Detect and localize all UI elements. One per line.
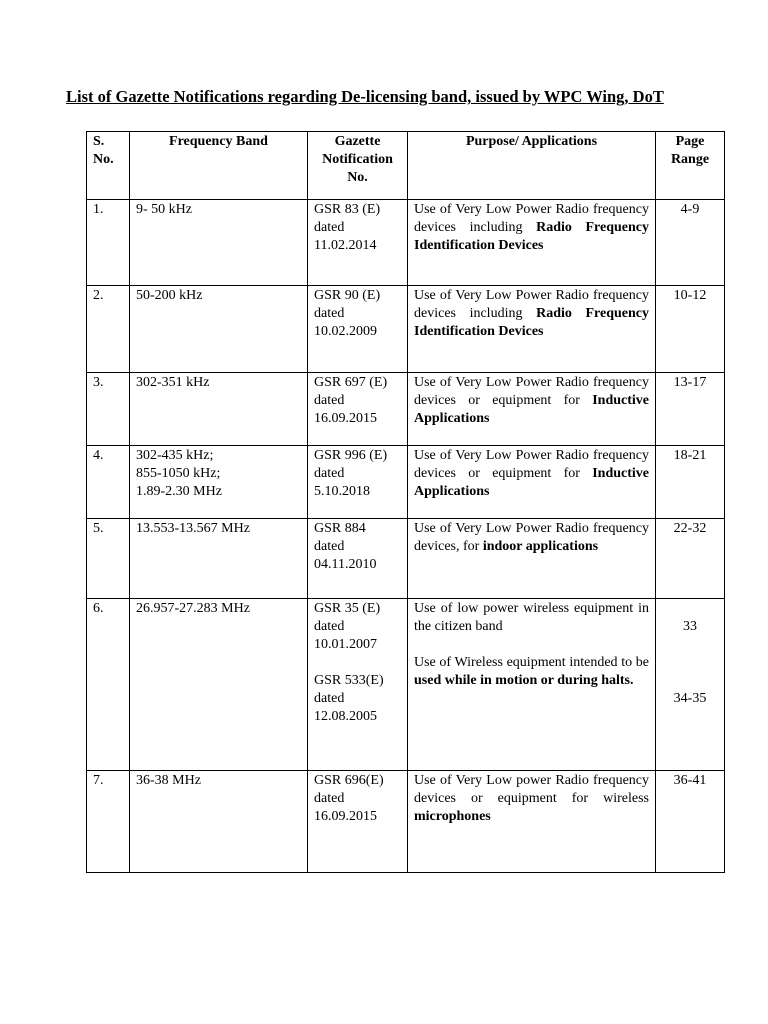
band-line: 13.553-13.567 MHz xyxy=(136,521,250,536)
cell-frequency-band xyxy=(130,446,308,519)
gazette-line: 10.02.2009 xyxy=(314,324,377,339)
table-row xyxy=(87,286,725,373)
cell-sno: 5. xyxy=(87,519,130,599)
cell-purpose xyxy=(408,519,656,599)
purpose-emphasis: Inductive Applications xyxy=(414,466,650,499)
cell-gazette-notification xyxy=(308,519,408,599)
cell-page-range: 13-17 xyxy=(656,373,725,446)
cell-sno: 4. xyxy=(87,446,130,519)
header-gazette-notification xyxy=(308,132,408,200)
cell-sno: 6. xyxy=(87,599,130,771)
gazette-line: dated xyxy=(314,220,345,235)
cell-sno: 1. xyxy=(87,200,130,286)
table-row xyxy=(87,771,725,873)
purpose-emphasis: indoor applications xyxy=(482,539,599,554)
gazette-line: dated xyxy=(314,393,345,408)
gazette-line: dated xyxy=(314,791,345,806)
cell-gazette-notification xyxy=(308,446,408,519)
header-frequency-band: Frequency Band xyxy=(130,132,308,200)
cell-purpose xyxy=(408,599,656,771)
purpose-plain: Use of Very Low Power Radio frequency devices including xyxy=(414,288,649,321)
header-page-range xyxy=(656,132,725,200)
gazette-notifications-table xyxy=(86,131,725,873)
cell-gazette-notification xyxy=(308,286,408,373)
gazette-line: 16.09.2015 xyxy=(314,809,377,824)
gazette-line: 11.02.2014 xyxy=(314,238,377,253)
header-gazette-line: Gazette xyxy=(334,134,381,149)
cell-purpose xyxy=(408,286,656,373)
gazette-line: GSR 696(E) xyxy=(314,773,384,788)
table-row xyxy=(87,599,725,771)
gazette-line: GSR 996 (E) xyxy=(314,448,388,463)
gazette-line: GSR 697 (E) xyxy=(314,375,388,390)
gazette-line: dated xyxy=(314,539,345,554)
purpose-emphasis: used while in motion or during halts. xyxy=(414,673,634,688)
gazette-line: 16.09.2015 xyxy=(314,411,377,426)
cell-frequency-band xyxy=(130,771,308,873)
table-header-row xyxy=(87,132,725,200)
purpose-plain: Use of low power wireless equipment in the citizen band xyxy=(414,601,649,634)
purpose-text xyxy=(414,772,649,826)
purpose-text xyxy=(414,600,649,636)
purpose-plain: Use of Very Low power Radio frequency devices or equipment for wireless xyxy=(414,773,649,806)
gazette-line: 12.08.2005 xyxy=(314,709,377,724)
purpose-text xyxy=(414,374,649,428)
gazette-line: dated xyxy=(314,619,345,634)
band-line: 302-351 kHz xyxy=(136,375,210,390)
purpose-plain: Use of Very Low Power Radio frequency devices, for xyxy=(414,521,649,554)
cell-frequency-band xyxy=(130,373,308,446)
gazette-line: GSR 35 (E) xyxy=(314,601,381,616)
gazette-line: GSR 90 (E) xyxy=(314,288,381,303)
band-line: 9- 50 kHz xyxy=(136,202,192,217)
band-line: 1.89-2.30 MHz xyxy=(136,484,222,499)
cell-gazette-notification xyxy=(308,200,408,286)
cell-purpose xyxy=(408,200,656,286)
gazette-line: GSR 83 (E) xyxy=(314,202,381,217)
band-line: 26.957-27.283 MHz xyxy=(136,601,250,616)
purpose-text xyxy=(414,654,649,690)
band-line: 50-200 kHz xyxy=(136,288,203,303)
header-sno xyxy=(87,132,130,200)
table-row xyxy=(87,519,725,599)
cell-page-range: 36-41 xyxy=(656,771,725,873)
header-page-line: Range xyxy=(670,152,710,167)
purpose-text xyxy=(414,287,649,341)
cell-gazette-notification xyxy=(308,599,408,771)
header-sno-line: No. xyxy=(93,152,114,167)
purpose-plain: Use of Very Low Power Radio frequency devices or equipment for xyxy=(414,375,649,408)
document-title: List of Gazette Notifications regarding De-licensing band, issued by WPC Wing, DoT xyxy=(66,87,664,106)
cell-purpose xyxy=(408,373,656,446)
page-range-value: 33 xyxy=(683,619,697,634)
cell-sno: 3. xyxy=(87,373,130,446)
cell-frequency-band xyxy=(130,286,308,373)
cell-page-range: 22-32 xyxy=(656,519,725,599)
purpose-emphasis: Inductive Applications xyxy=(414,393,650,426)
cell-frequency-band xyxy=(130,519,308,599)
table-row xyxy=(87,446,725,519)
cell-page-range xyxy=(656,599,725,771)
purpose-emphasis: microphones xyxy=(414,809,491,824)
header-gazette-line: No. xyxy=(347,170,368,185)
header-purpose: Purpose/ Applications xyxy=(408,132,656,200)
cell-gazette-notification xyxy=(308,771,408,873)
cell-gazette-notification xyxy=(308,373,408,446)
gazette-line: 04.11.2010 xyxy=(314,557,377,572)
cell-frequency-band xyxy=(130,599,308,771)
gazette-line: dated xyxy=(314,306,345,321)
cell-sno: 7. xyxy=(87,771,130,873)
purpose-text xyxy=(414,201,649,255)
cell-sno: 2. xyxy=(87,286,130,373)
band-line: 302-435 kHz; xyxy=(136,448,214,463)
purpose-plain: Use of Very Low Power Radio frequency devices or equipment for xyxy=(414,448,649,481)
purpose-plain: Use of Very Low Power Radio frequency devices including xyxy=(414,202,649,235)
gazette-line: dated xyxy=(314,691,345,706)
purpose-plain: Use of Wireless equipment intended to be xyxy=(414,655,649,670)
purpose-text xyxy=(414,447,649,501)
header-page-line: Page xyxy=(675,134,705,149)
cell-frequency-band xyxy=(130,200,308,286)
cell-page-range: 18-21 xyxy=(656,446,725,519)
gazette-line: 5.10.2018 xyxy=(314,484,370,499)
gazette-line: dated xyxy=(314,466,345,481)
purpose-emphasis: Radio Frequency Identification Devices xyxy=(414,306,649,339)
band-line: 36-38 MHz xyxy=(136,773,201,788)
gazette-line: GSR 884 xyxy=(314,521,366,536)
header-sno-line: S. xyxy=(93,134,105,149)
band-line: 855-1050 kHz; xyxy=(136,466,221,481)
cell-purpose xyxy=(408,771,656,873)
table-row xyxy=(87,373,725,446)
cell-page-range: 10-12 xyxy=(656,286,725,373)
cell-purpose xyxy=(408,446,656,519)
gazette-line: GSR 533(E) xyxy=(314,673,384,688)
table-row xyxy=(87,200,725,286)
purpose-text xyxy=(414,520,649,556)
gazette-line: 10.01.2007 xyxy=(314,637,377,652)
cell-page-range: 4-9 xyxy=(656,200,725,286)
purpose-emphasis: Radio Frequency Identification Devices xyxy=(414,220,649,253)
header-gazette-line: Notification xyxy=(322,152,393,167)
page-range-value: 34-35 xyxy=(673,691,707,706)
